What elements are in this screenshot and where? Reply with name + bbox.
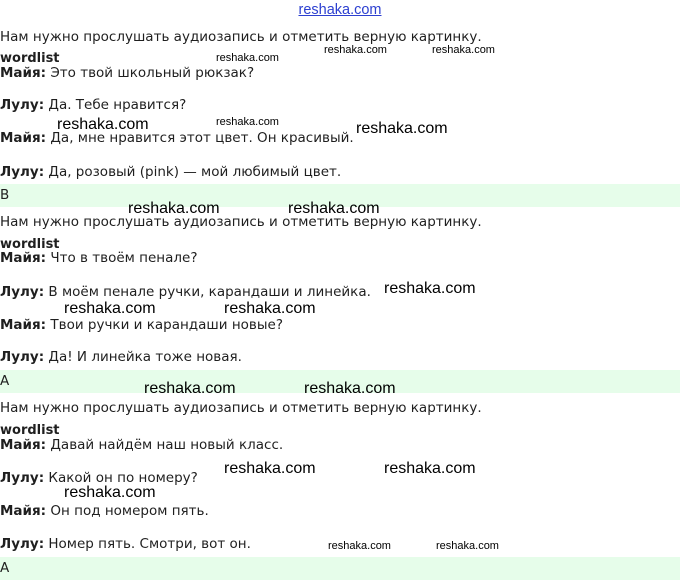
watermark: reshaka.com (224, 460, 316, 477)
watermark: reshaka.com (216, 116, 279, 128)
speaker: Лулу: (0, 164, 45, 180)
instruction-3: Нам нужно прослушать аудиозапись и отметить верную картинку. (0, 400, 482, 416)
watermark: reshaka.com (356, 120, 448, 137)
speaker: Майя: (0, 437, 47, 453)
speech: Он под номером пять. (46, 503, 209, 519)
speech: Да. Тебе нравится? (44, 97, 187, 113)
speaker: Майя: (0, 250, 47, 266)
speech: Давай найдём наш новый класс. (46, 437, 284, 453)
speaker: Майя: (0, 317, 47, 333)
speech: Да! И линейка тоже новая. (44, 349, 242, 365)
watermark: reshaka.com (64, 300, 156, 317)
watermark: reshaka.com (224, 300, 316, 317)
speech: Номер пять. Смотри, вот он. (44, 536, 251, 552)
speech: В моём пенале ручки, карандаши и линейка. (44, 284, 371, 300)
dialogue-line (0, 249, 197, 267)
dialogue-line (0, 283, 371, 301)
speaker: Майя: (0, 65, 47, 81)
speaker: Лулу: (0, 470, 45, 486)
speech: Твои ручки и карандаши новые? (46, 317, 284, 333)
watermark: reshaka.com (57, 116, 149, 133)
speech: Да, мне нравится этот цвет. Он красивый. (46, 130, 354, 146)
speaker: Майя: (0, 503, 47, 519)
dialogue-line (0, 163, 341, 181)
watermark: reshaka.com (216, 52, 279, 64)
speaker: Лулу: (0, 97, 45, 113)
site-title-link[interactable]: reshaka.com (298, 2, 382, 18)
dialogue-line (0, 96, 186, 114)
watermark: reshaka.com (304, 380, 396, 397)
dialogue-line (0, 502, 209, 520)
cut-word-3: wordlist (0, 423, 60, 438)
watermark: reshaka.com (328, 540, 391, 552)
dialogue-line (0, 535, 251, 553)
answer-bar-1: B (0, 184, 680, 207)
speaker: Майя: (0, 130, 47, 146)
watermark: reshaka.com (128, 200, 220, 217)
dialogue-line (0, 316, 283, 334)
watermark: reshaka.com (384, 280, 476, 297)
dialogue-line (0, 436, 283, 454)
dialogue-line (0, 64, 254, 82)
speech: Это твой школьный рюкзак? (46, 65, 255, 81)
dialogue-line (0, 129, 354, 147)
watermark: reshaka.com (436, 540, 499, 552)
watermark: reshaka.com (432, 44, 495, 56)
speaker: Лулу: (0, 284, 45, 300)
watermark: reshaka.com (384, 460, 476, 477)
answer-bar-2: A (0, 370, 680, 393)
watermark: reshaka.com (288, 200, 380, 217)
cut-word-2: wordlist (0, 237, 60, 252)
speech: Какой он по номеру? (44, 470, 198, 486)
instruction-2: Нам нужно прослушать аудиозапись и отметить верную картинку. (0, 214, 482, 230)
speaker: Лулу: (0, 349, 45, 365)
speaker: Лулу: (0, 536, 45, 552)
dialogue-line (0, 348, 242, 366)
speech: Да, розовый (pink) — мой любимый цвет. (44, 164, 342, 180)
speech: Что в твоём пенале? (46, 250, 198, 266)
instruction-1: Нам нужно прослушать аудиозапись и отметить верную картинку. (0, 29, 482, 45)
cut-word-1: wordlist (0, 51, 60, 66)
watermark: reshaka.com (64, 484, 156, 501)
watermark: reshaka.com (324, 44, 387, 56)
answer-bar-3: A (0, 557, 680, 580)
watermark: reshaka.com (144, 380, 236, 397)
